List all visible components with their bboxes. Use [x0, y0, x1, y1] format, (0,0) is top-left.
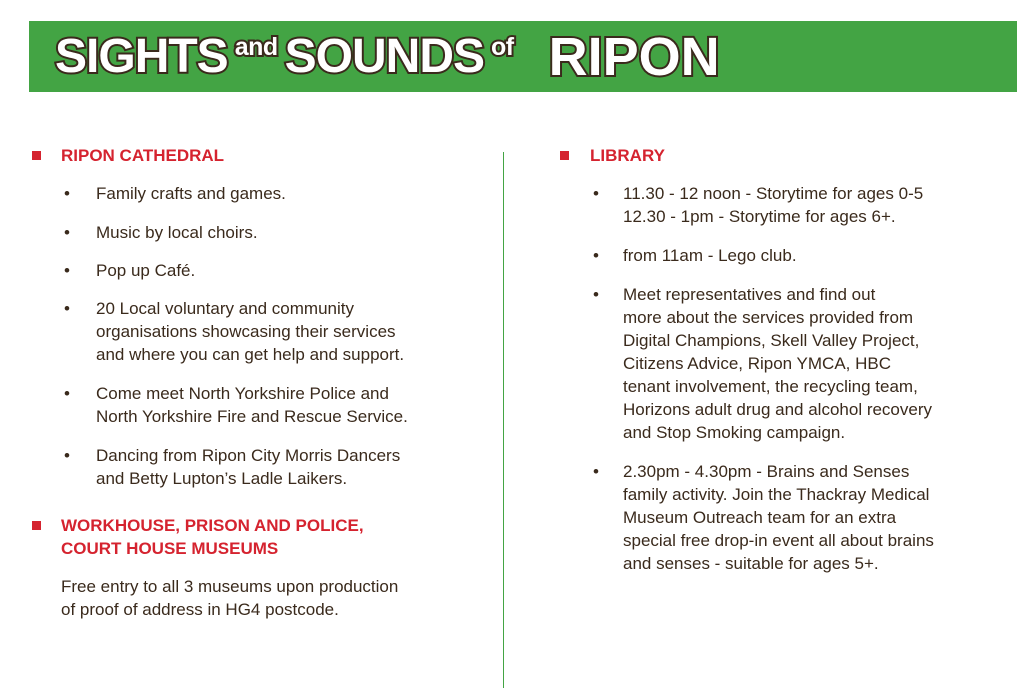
bullet-icon: • — [64, 261, 70, 280]
heading-line: COURT HOUSE MUSEUMS — [61, 539, 279, 558]
section-heading-museums — [61, 514, 364, 560]
list-item-line: Dancing from Ripon City Morris Dancers — [96, 446, 401, 465]
list-item-line: Citizens Advice, Ripon YMCA, HBC — [623, 354, 892, 373]
title-word-sounds: SOUNDS — [284, 29, 484, 83]
bullet-icon: • — [64, 184, 70, 203]
bullet-icon: • — [593, 285, 599, 304]
bullet-icon: • — [64, 299, 70, 318]
section-square-icon — [32, 151, 41, 160]
list-item-line: Digital Champions, Skell Valley Project, — [623, 331, 920, 350]
list-item-line: and senses - suitable for ages 5+. — [623, 554, 879, 573]
list-item-line: family activity. Join the Thackray Medical — [623, 485, 930, 504]
list-item-line: Come meet North Yorkshire Police and — [96, 384, 389, 403]
museums-text — [61, 575, 398, 621]
list-item-line: from 11am - Lego club. — [623, 246, 797, 265]
list-item-line: 20 Local voluntary and community — [96, 299, 354, 318]
section-heading-library: LIBRARY — [590, 146, 665, 165]
list-item — [623, 283, 932, 444]
bullet-icon: • — [593, 246, 599, 265]
title-word-and: and — [234, 33, 278, 61]
heading-line: WORKHOUSE, PRISON AND POLICE, — [61, 516, 364, 535]
list-item-line: 12.30 - 1pm - Storytime for ages 6+. — [623, 207, 896, 226]
list-item — [96, 382, 408, 428]
list-item — [623, 244, 797, 267]
title-word-ripon: RIPON — [548, 26, 720, 87]
list-item-line: Horizons adult drug and alcohol recovery — [623, 400, 933, 419]
list-item-line: 11.30 - 12 noon - Storytime for ages 0-5 — [623, 184, 924, 203]
list-item — [623, 460, 934, 575]
bullet-icon: • — [593, 184, 599, 203]
title-banner — [29, 21, 1017, 92]
title-word-of: of — [491, 33, 514, 61]
list-item-line: Music by local choirs. — [96, 223, 258, 242]
list-item-line: more about the services provided from — [623, 308, 914, 327]
list-item-line: organisations showcasing their services — [96, 322, 396, 341]
section-square-icon — [560, 151, 569, 160]
column-divider — [503, 152, 504, 688]
list-item-line: Family crafts and games. — [96, 184, 286, 203]
title-word-sights: SIGHTS — [55, 29, 228, 83]
list-item-line: 2.30pm - 4.30pm - Brains and Senses — [623, 462, 910, 481]
list-item-line: Meet representatives and find out — [623, 285, 876, 304]
list-item — [96, 182, 286, 205]
bullet-icon: • — [593, 462, 599, 481]
list-item-line: and Betty Lupton’s Ladle Laikers. — [96, 469, 348, 488]
list-item-line: North Yorkshire Fire and Rescue Service. — [96, 407, 408, 426]
bullet-icon: • — [64, 446, 70, 465]
list-item — [96, 221, 258, 244]
list-item — [96, 444, 400, 490]
page-title — [55, 21, 720, 92]
text-line: Free entry to all 3 museums upon production — [61, 577, 399, 596]
section-square-icon — [32, 521, 41, 530]
list-item-line: Pop up Café. — [96, 261, 196, 280]
text-line: of proof of address in HG4 postcode. — [61, 600, 339, 619]
list-item-line: and Stop Smoking campaign. — [623, 423, 846, 442]
list-item-line: special free drop-in event all about brains — [623, 531, 934, 550]
list-item — [623, 182, 923, 228]
list-item-line: tenant involvement, the recycling team, — [623, 377, 918, 396]
list-item — [96, 297, 404, 366]
bullet-icon: • — [64, 384, 70, 403]
section-heading-cathedral: RIPON CATHEDRAL — [61, 146, 225, 165]
list-item-line: and where you can get help and support. — [96, 345, 405, 364]
bullet-icon: • — [64, 223, 70, 242]
list-item — [96, 259, 195, 282]
list-item-line: Museum Outreach team for an extra — [623, 508, 897, 527]
